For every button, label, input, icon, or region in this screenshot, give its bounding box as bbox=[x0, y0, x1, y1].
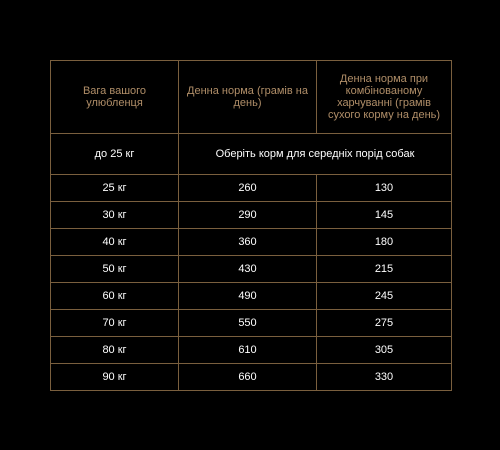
daily-norm-cell: 290 bbox=[179, 202, 317, 229]
table-row bbox=[51, 337, 452, 364]
weight-cell: 90 кг bbox=[51, 364, 179, 391]
combined-norm-cell: 305 bbox=[317, 337, 452, 364]
combined-norm-cell: 330 bbox=[317, 364, 452, 391]
combined-norm-cell: 180 bbox=[317, 229, 452, 256]
weight-cell: 60 кг bbox=[51, 283, 179, 310]
table-row bbox=[51, 283, 452, 310]
daily-norm-cell: 610 bbox=[179, 337, 317, 364]
daily-norm-cell: 360 bbox=[179, 229, 317, 256]
table-row bbox=[51, 175, 452, 202]
header-row bbox=[51, 61, 452, 134]
header-daily-norm: Денна норма (грамів на день) bbox=[179, 61, 317, 134]
weight-cell: 30 кг bbox=[51, 202, 179, 229]
combined-norm-cell: 215 bbox=[317, 256, 452, 283]
daily-norm-cell: 430 bbox=[179, 256, 317, 283]
daily-norm-cell: 490 bbox=[179, 283, 317, 310]
feeding-norms-table bbox=[50, 60, 452, 391]
weight-cell: 70 кг bbox=[51, 310, 179, 337]
table-row bbox=[51, 256, 452, 283]
header-pet-weight: Вага вашого улюбленця bbox=[51, 61, 179, 134]
table-row-note bbox=[51, 134, 452, 175]
table-row bbox=[51, 310, 452, 337]
table-header bbox=[51, 61, 452, 134]
daily-norm-cell: 550 bbox=[179, 310, 317, 337]
daily-norm-cell: 660 bbox=[179, 364, 317, 391]
table-row bbox=[51, 364, 452, 391]
table-body bbox=[51, 134, 452, 391]
table-row bbox=[51, 202, 452, 229]
daily-norm-cell: 260 bbox=[179, 175, 317, 202]
weight-cell: 50 кг bbox=[51, 256, 179, 283]
note-text-cell: Оберіть корм для середніх порід собак bbox=[179, 134, 452, 175]
combined-norm-cell: 275 bbox=[317, 310, 452, 337]
header-combined-norm: Денна норма при комбінованому харчуванні (грамів сухого корму на день) bbox=[317, 61, 452, 134]
combined-norm-cell: 245 bbox=[317, 283, 452, 310]
combined-norm-cell: 145 bbox=[317, 202, 452, 229]
note-weight-cell: до 25 кг bbox=[51, 134, 179, 175]
combined-norm-cell: 130 bbox=[317, 175, 452, 202]
weight-cell: 80 кг bbox=[51, 337, 179, 364]
table-row bbox=[51, 229, 452, 256]
weight-cell: 25 кг bbox=[51, 175, 179, 202]
weight-cell: 40 кг bbox=[51, 229, 179, 256]
